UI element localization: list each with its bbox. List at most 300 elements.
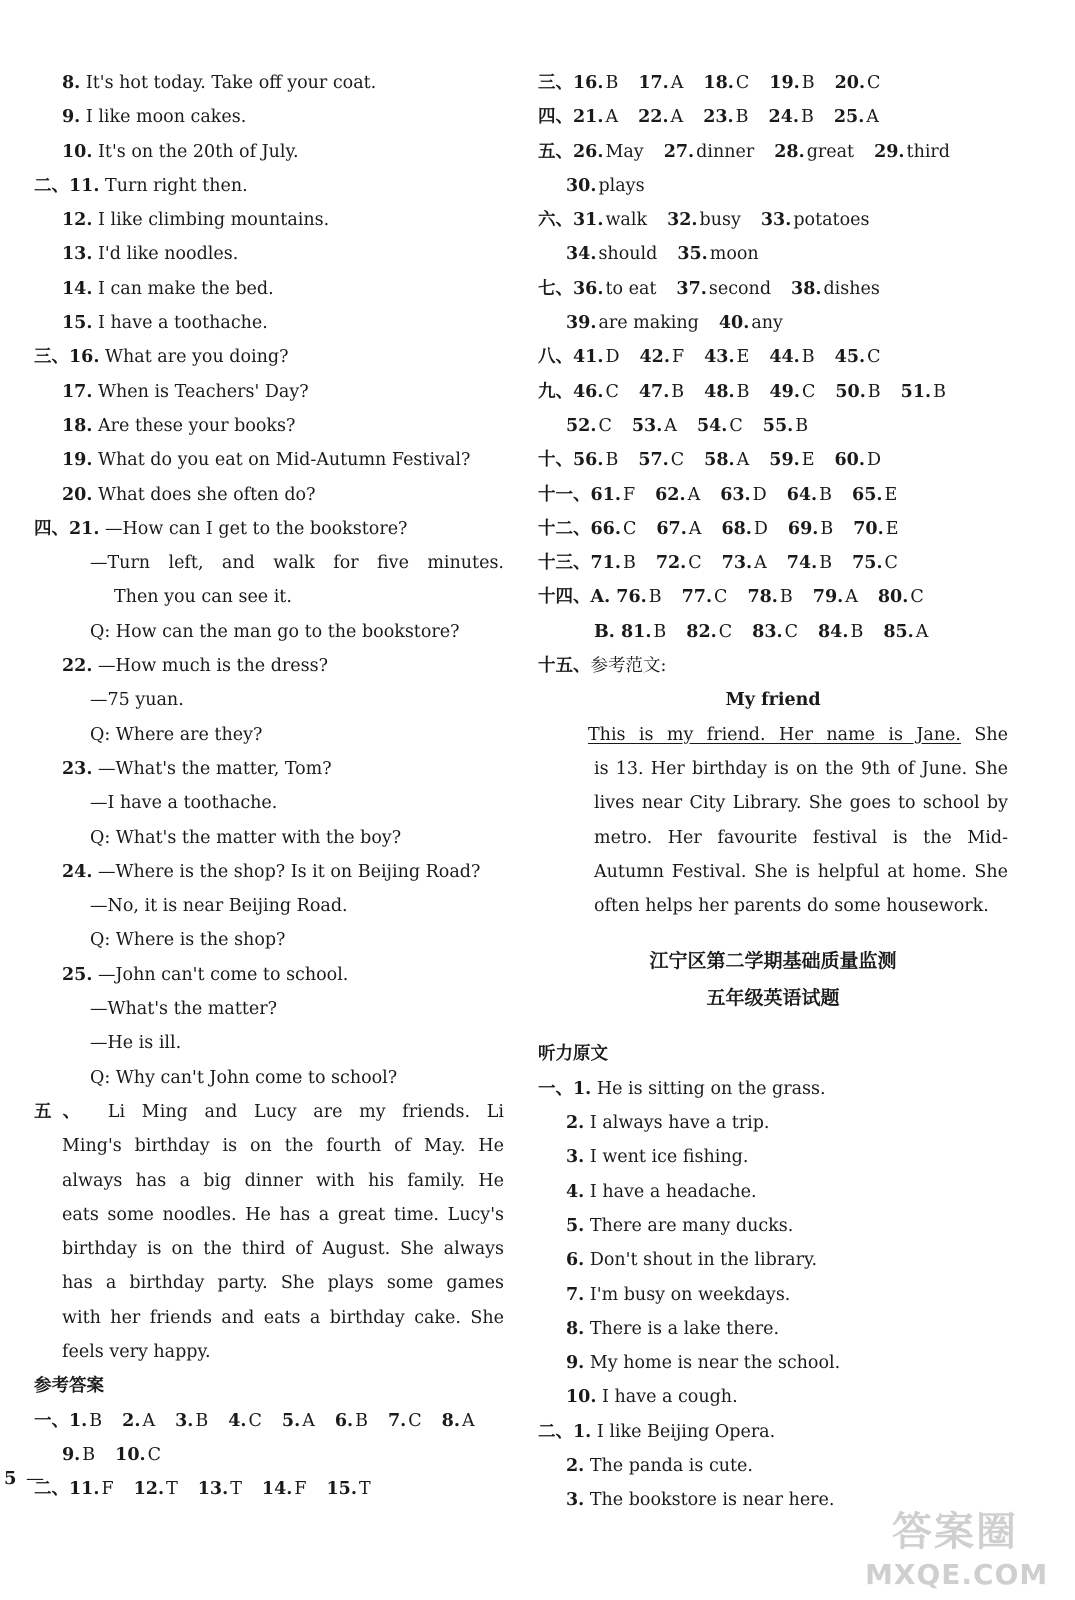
answer-value: potatoes — [793, 210, 870, 231]
answer-number: 53. — [631, 415, 663, 436]
text-line — [538, 752, 1008, 786]
text-line — [538, 683, 1008, 717]
line-text: —What's the matter? — [90, 999, 277, 1020]
section-number: 十一、 — [538, 484, 591, 505]
item-number: 21. — [69, 518, 100, 539]
answer-value: any — [751, 313, 783, 334]
answer-item — [703, 66, 749, 100]
text-line — [538, 340, 1008, 374]
answer-value: third — [906, 141, 950, 162]
text-line — [34, 992, 504, 1026]
text-line — [34, 1198, 504, 1232]
answer-item — [853, 512, 898, 546]
text-line — [538, 786, 1008, 820]
text-line — [538, 889, 1008, 923]
answer-value: D — [753, 518, 768, 539]
answer-item — [198, 1472, 242, 1506]
answer-number: 79. — [812, 587, 844, 608]
answer-number: 67. — [656, 518, 687, 539]
text-line — [538, 306, 1008, 340]
answer-number: 9. — [62, 1444, 81, 1465]
section-number: 十四、 — [538, 587, 591, 608]
answer-value: C — [910, 587, 924, 608]
answer-number: 57. — [638, 450, 669, 471]
item-number: 1. — [573, 1421, 592, 1442]
line-text: Li Ming and Lucy are my friends. Li — [91, 1101, 504, 1122]
section-number: 十三、 — [538, 553, 591, 574]
answer-item — [639, 375, 684, 409]
text-line — [538, 237, 1008, 271]
text-line — [34, 66, 504, 100]
answer-value: May — [605, 141, 644, 162]
page-dash: — — [26, 1468, 44, 1489]
answer-item — [852, 478, 897, 512]
answer-number: 21. — [573, 107, 604, 128]
answer-item — [573, 135, 644, 169]
answer-value: T — [358, 1479, 371, 1500]
answer-value: to eat — [605, 278, 657, 299]
line-text: Q: Why can't John come to school? — [90, 1067, 398, 1088]
answer-value: C — [248, 1410, 262, 1431]
text-line — [34, 443, 504, 477]
answer-number: 49. — [769, 381, 800, 402]
text-line — [34, 821, 504, 855]
answer-number: 78. — [747, 587, 778, 608]
line-text: always has a big dinner with his family. He — [62, 1170, 504, 1191]
line-text: Q: How can the man go to the bookstore? — [90, 621, 460, 642]
answer-value: F — [101, 1479, 114, 1500]
answer-value: D — [605, 347, 620, 368]
answer-number: 44. — [769, 347, 800, 368]
answer-item — [835, 443, 881, 477]
answer-item — [761, 203, 870, 237]
answer-item — [573, 66, 618, 100]
line-text: —75 yuan. — [90, 690, 184, 711]
answer-number: 84. — [817, 621, 849, 642]
answer-value: B — [819, 553, 833, 574]
answer-value: C — [714, 587, 728, 608]
answer-number: 23. — [703, 107, 734, 128]
answer-item — [722, 546, 767, 580]
answer-number: 55. — [762, 415, 794, 436]
answer-value: B — [195, 1410, 209, 1431]
line-text: My home is near the school. — [584, 1353, 841, 1374]
answer-value: C — [605, 381, 619, 402]
answer-item — [566, 237, 657, 271]
answer-item — [704, 443, 749, 477]
line-text: I always have a trip. — [584, 1113, 770, 1134]
answer-number: 71. — [590, 553, 621, 574]
answer-value: walk — [605, 210, 648, 231]
answer-number: 62. — [655, 484, 686, 505]
line-text: Q: What's the matter with the boy? — [90, 827, 402, 848]
answer-item — [788, 512, 833, 546]
line-text: He is sitting on the grass. — [591, 1078, 826, 1099]
answer-number: A. 76. — [590, 587, 647, 608]
line-text: I like climbing mountains. — [92, 210, 330, 231]
answer-number: 12. — [133, 1479, 165, 1500]
text-line — [538, 169, 1008, 203]
answer-item — [69, 1404, 102, 1438]
text-line — [34, 409, 504, 443]
answer-number: 13. — [197, 1479, 229, 1500]
answer-value: C — [867, 347, 881, 368]
text-line — [538, 100, 1008, 134]
text-line — [538, 203, 1008, 237]
answer-item — [769, 443, 814, 477]
answer-item — [591, 512, 637, 546]
answer-value: A — [845, 587, 858, 608]
text-line — [538, 1312, 1008, 1346]
answer-number: 19. — [769, 73, 800, 93]
text-line — [34, 615, 504, 649]
answer-value: A — [302, 1410, 315, 1431]
line-text: I like Beijing Opera. — [591, 1421, 776, 1442]
answer-number: 48. — [704, 381, 735, 402]
answer-item — [566, 169, 645, 203]
answer-item — [763, 409, 808, 443]
line-text: —How can I get to the bookstore? — [99, 518, 408, 539]
answer-item — [591, 478, 636, 512]
answer-value: C — [598, 415, 612, 436]
answer-item — [813, 580, 858, 614]
answer-number: 26. — [573, 141, 604, 162]
text-line — [34, 478, 504, 512]
answer-item — [638, 100, 683, 134]
answer-value: A — [142, 1410, 156, 1431]
answer-value: B — [671, 381, 685, 402]
text-line — [538, 580, 1008, 614]
line-text: —Where is the shop? Is it on Beijing Road? — [92, 861, 481, 882]
answer-item — [262, 1472, 307, 1506]
exam-title: 江宁区第二学期基础质量监测 — [649, 950, 897, 973]
answer-number: 47. — [638, 381, 670, 402]
text-line — [538, 512, 1008, 546]
answer-item — [883, 615, 928, 649]
answer-item — [686, 615, 732, 649]
line-text: The bookstore is near here. — [584, 1490, 835, 1511]
answer-item — [787, 478, 832, 512]
answer-value: B — [933, 381, 946, 402]
answer-number: 63. — [720, 484, 751, 505]
answer-item — [769, 340, 814, 374]
answer-value: B — [850, 621, 864, 642]
item-number: 10. — [62, 141, 93, 162]
item-number: 2. — [566, 1113, 585, 1134]
answer-number: 43. — [704, 347, 735, 368]
line-text: I have a headache. — [584, 1181, 757, 1202]
text-line — [34, 512, 504, 546]
section-number: 三、 — [34, 347, 69, 368]
watermark-text-url: MXQE.COM — [865, 1558, 1049, 1591]
line-text: I like moon cakes. — [80, 107, 247, 128]
answer-value: F — [622, 484, 636, 505]
answer-number: 59. — [769, 450, 800, 471]
text-line — [34, 580, 504, 614]
text-line — [538, 546, 1008, 580]
text-line — [34, 1266, 504, 1300]
answer-number: 15. — [326, 1479, 357, 1500]
section-number: 一、 — [538, 1078, 573, 1099]
item-number: 20. — [62, 484, 93, 505]
text-line — [34, 169, 504, 203]
text-line — [538, 855, 1008, 889]
answer-value: C — [670, 450, 685, 471]
item-number: 2. — [566, 1455, 585, 1476]
text-line — [538, 821, 1008, 855]
text-line — [34, 1438, 504, 1472]
text-line — [538, 1346, 1008, 1380]
section-number: 四、 — [538, 107, 573, 128]
text-line — [538, 1209, 1008, 1243]
answer-value: B — [801, 73, 815, 93]
answer-value: F — [294, 1479, 307, 1500]
item-number: 3. — [566, 1490, 585, 1511]
text-line — [538, 649, 1008, 683]
text-line — [538, 478, 1008, 512]
answer-item — [573, 272, 656, 306]
answer-number: 36. — [573, 278, 604, 299]
answer-item — [835, 375, 880, 409]
answer-item — [835, 340, 881, 374]
answer-item — [656, 512, 701, 546]
answer-value: dishes — [823, 278, 880, 299]
text-line — [538, 135, 1008, 169]
line-text: I can make the bed. — [92, 278, 274, 299]
text-line — [34, 306, 504, 340]
answer-number: 3. — [175, 1410, 194, 1431]
item-number: 13. — [62, 244, 93, 265]
item-number: 19. — [62, 450, 93, 471]
answer-item — [704, 340, 749, 374]
answer-value: C — [408, 1410, 422, 1431]
answer-number: 60. — [834, 450, 865, 471]
answer-value: B — [605, 73, 619, 93]
text-line — [538, 66, 1008, 100]
answer-number: 72. — [655, 553, 687, 574]
line-text: —No, it is near Beijing Road. — [90, 896, 348, 917]
answer-number: B. 81. — [594, 621, 652, 642]
answer-item — [703, 100, 748, 134]
answer-item — [638, 66, 683, 100]
answer-item — [721, 512, 767, 546]
line-text: Q: Where is the shop? — [90, 930, 286, 951]
answer-item — [835, 66, 881, 100]
item-number: 8. — [62, 73, 81, 93]
line-text: Autumn Festival. She is helpful at home. She — [594, 861, 1008, 882]
answer-number: 51. — [900, 381, 932, 402]
answer-item — [791, 272, 880, 306]
answer-item — [122, 1404, 155, 1438]
section-number: 二、 — [34, 175, 69, 196]
text-line — [538, 1017, 1008, 1037]
text-line — [34, 272, 504, 306]
line-text: with her friends and eats a birthday cake. She — [62, 1307, 504, 1328]
line-text: birthday is on the third of August. She always — [62, 1239, 504, 1260]
answer-item — [677, 237, 758, 271]
answer-number: 70. — [853, 518, 884, 539]
answer-number: 58. — [704, 450, 735, 471]
answer-number: 74. — [786, 553, 818, 574]
answer-value: C — [622, 518, 637, 539]
answer-number: 24. — [768, 107, 799, 128]
answer-item — [566, 306, 699, 340]
line-text: 参考范文: — [590, 656, 667, 677]
answer-item — [682, 580, 728, 614]
text-line — [538, 1106, 1008, 1140]
answer-item — [442, 1404, 475, 1438]
line-text: The panda is cute. — [584, 1455, 753, 1476]
line-text: There are many ducks. — [584, 1215, 794, 1236]
item-number: 23. — [62, 758, 93, 779]
item-number: 9. — [566, 1353, 585, 1374]
text-line — [34, 237, 504, 271]
answer-value: C — [147, 1444, 161, 1465]
text-line — [34, 340, 504, 374]
answer-item — [573, 203, 647, 237]
item-number: 1. — [573, 1078, 592, 1099]
answer-number: 73. — [721, 553, 753, 574]
item-number: 10. — [566, 1387, 597, 1408]
answer-value: are making — [598, 313, 699, 334]
answer-value: A — [670, 107, 684, 128]
line-text: She — [960, 724, 1008, 745]
answer-number: 40. — [718, 313, 750, 334]
answer-number: 83. — [752, 621, 783, 642]
answer-item — [719, 306, 783, 340]
answer-item — [818, 615, 863, 649]
section-number: 十、 — [538, 450, 573, 471]
line-text: —What's the matter, Tom? — [92, 758, 332, 779]
answer-item — [667, 203, 741, 237]
item-number: 15. — [62, 313, 93, 334]
text-line — [538, 375, 1008, 409]
answer-value: A — [670, 73, 684, 93]
answer-number: 54. — [696, 415, 728, 436]
item-number: 16. — [69, 347, 100, 368]
item-number: 4. — [566, 1181, 585, 1202]
answer-number: 42. — [639, 347, 670, 368]
text-line — [538, 1175, 1008, 1209]
text-line — [34, 786, 504, 820]
answer-number: 17. — [638, 73, 669, 93]
answer-item — [656, 546, 702, 580]
answer-number: 14. — [261, 1479, 293, 1500]
line-text: —John can't come to school. — [92, 964, 349, 985]
answer-number: 80. — [877, 587, 909, 608]
section-number: 八、 — [538, 347, 573, 368]
text-line — [34, 1301, 504, 1335]
answer-value: B — [819, 484, 833, 505]
item-number: 3. — [566, 1147, 585, 1168]
text-line — [538, 1449, 1008, 1483]
line-text: Are these your books? — [92, 415, 296, 436]
section-number: 十五、 — [538, 656, 591, 677]
item-number: 12. — [62, 210, 93, 231]
line-text: —Turn left, and walk for five minutes. — [90, 553, 504, 574]
answer-value: D — [752, 484, 767, 505]
left-column — [34, 66, 504, 1506]
answer-item — [573, 100, 618, 134]
answer-item — [573, 443, 618, 477]
line-text: is 13. Her birthday is on the 9th of June. She — [594, 758, 1008, 779]
answer-value: C — [801, 381, 816, 402]
answer-number: 85. — [883, 621, 914, 642]
answer-item — [834, 100, 879, 134]
answer-number: 68. — [721, 518, 752, 539]
answer-item — [335, 1404, 368, 1438]
line-text: Q: Where are they? — [90, 724, 263, 745]
text-line — [34, 718, 504, 752]
answer-value: dinner — [696, 141, 755, 162]
answer-item — [704, 375, 749, 409]
line-text: What does she often do? — [92, 484, 316, 505]
underlined-text: This is my friend. Her name is Jane. — [588, 724, 961, 745]
item-number: 11. — [69, 175, 100, 196]
answer-value: B — [736, 381, 750, 402]
line-text: Don't shout in the library. — [584, 1250, 818, 1271]
text-line — [34, 1095, 504, 1129]
answer-number: 37. — [676, 278, 707, 299]
line-text: lives near City Library. She goes to school by — [594, 793, 1008, 814]
answer-number: 69. — [787, 518, 819, 539]
answer-value: B — [779, 587, 793, 608]
answer-number: 20. — [834, 73, 866, 93]
answer-item — [639, 340, 684, 374]
answer-item — [134, 1472, 178, 1506]
item-number: 9. — [62, 107, 81, 128]
section-heading: 参考答案 — [34, 1376, 104, 1397]
answer-value: A — [605, 107, 619, 128]
answer-value: B — [795, 415, 809, 436]
answer-number: 52. — [566, 415, 597, 436]
answer-number: 46. — [573, 381, 604, 402]
line-text: What do you eat on Mid-Autumn Festival? — [92, 450, 471, 471]
answer-value: C — [688, 553, 702, 574]
line-text: —How much is the dress? — [92, 656, 328, 677]
watermark-text-cn: 答案圈 — [892, 1509, 1018, 1555]
answer-number: 39. — [566, 313, 597, 334]
answer-number: 33. — [760, 210, 792, 231]
answer-item — [388, 1404, 422, 1438]
answer-number: 1. — [69, 1410, 88, 1431]
answer-value: C — [729, 415, 743, 436]
text-line — [34, 1369, 504, 1403]
answer-item — [676, 272, 771, 306]
text-line — [34, 135, 504, 169]
line-text: There is a lake there. — [584, 1318, 780, 1339]
text-line — [538, 1380, 1008, 1414]
line-text: What are you doing? — [99, 347, 289, 368]
text-line — [34, 1164, 504, 1198]
answer-value: A — [754, 553, 767, 574]
answer-number: 5. — [281, 1410, 301, 1431]
text-line — [34, 100, 504, 134]
answer-item — [747, 580, 792, 614]
answer-number: 41. — [573, 347, 604, 368]
answer-number: 65. — [852, 484, 883, 505]
text-line — [34, 1335, 504, 1369]
answer-value: C — [784, 621, 798, 642]
line-text: has a birthday party. She plays some games — [62, 1273, 504, 1294]
answer-number: 11. — [69, 1479, 100, 1500]
line-text: It's hot today. Take off your coat. — [80, 73, 377, 93]
section-number: 六、 — [538, 210, 573, 231]
answer-number: 32. — [667, 210, 698, 231]
answer-item — [769, 66, 814, 100]
answer-value: C — [735, 73, 750, 93]
item-number: 6. — [566, 1250, 585, 1271]
